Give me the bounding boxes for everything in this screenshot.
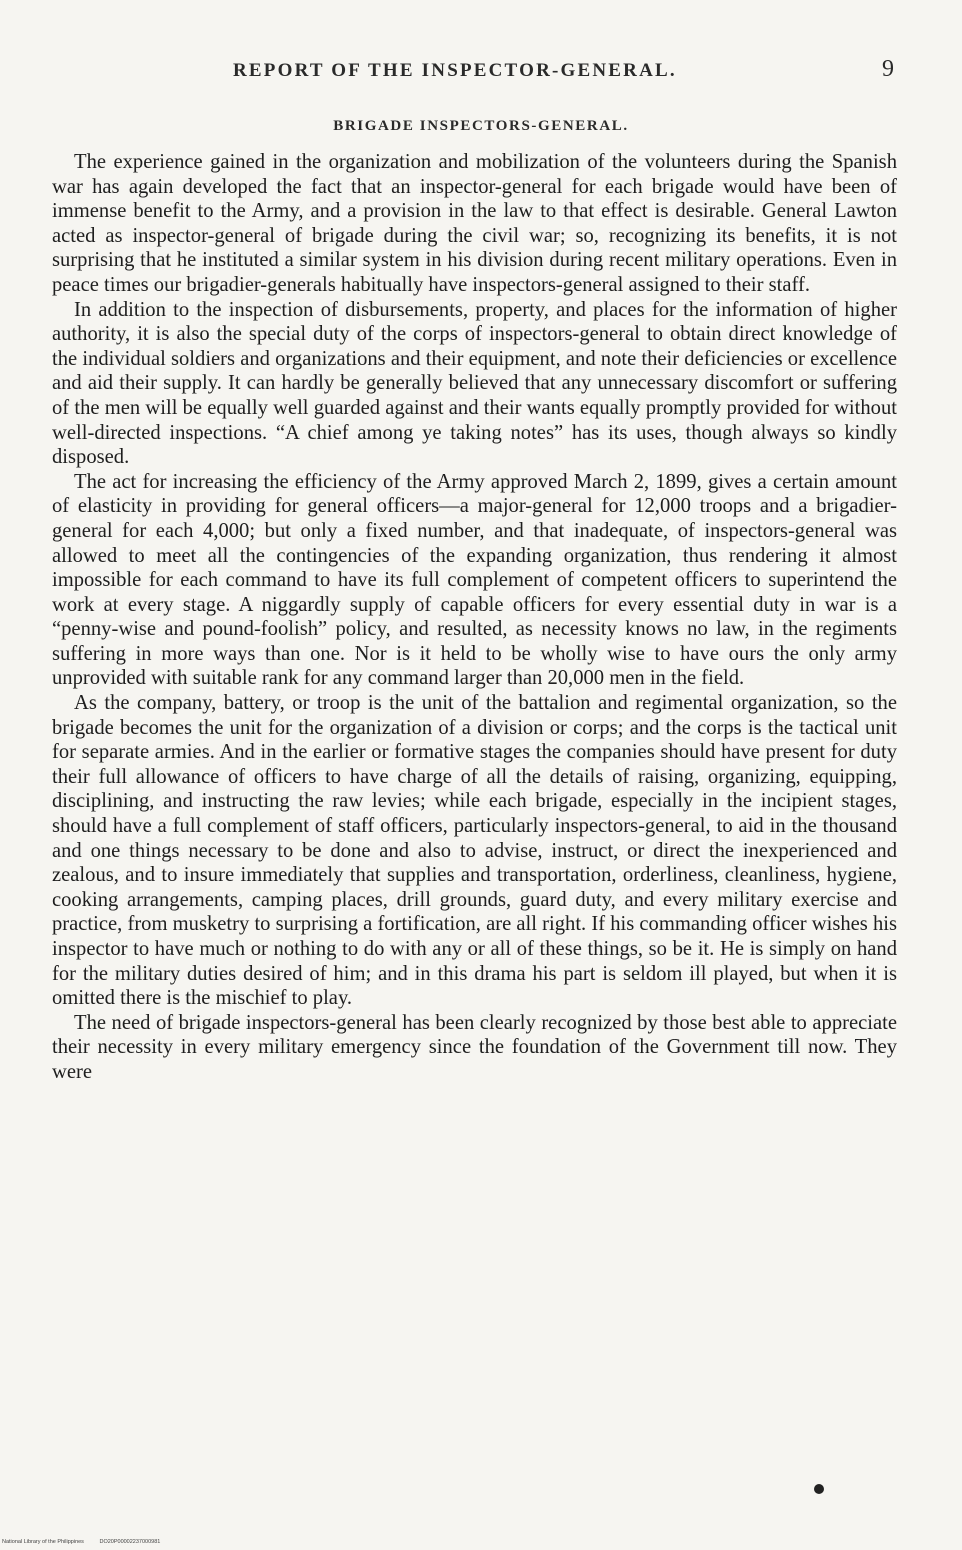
footer-code: DO20P00002237000981 bbox=[99, 1539, 161, 1545]
footer-library: National Library of the Philippines bbox=[2, 1539, 84, 1545]
running-head bbox=[0, 56, 962, 86]
scan-footer-stamp bbox=[2, 1539, 160, 1545]
page-number: 9 bbox=[882, 56, 894, 82]
running-title: REPORT OF THE INSPECTOR-GENERAL. bbox=[233, 60, 677, 81]
printer-mark-dot bbox=[814, 1484, 824, 1494]
paragraph: The need of brigade inspectors-general has been clearly recognized by those best able to appreciate their necessity in every military emergency since the foundation of the Government till now. They were bbox=[52, 1011, 897, 1083]
section-heading: BRIGADE INSPECTORS-GENERAL. bbox=[333, 118, 629, 134]
paragraph: The act for increasing the efficiency of the Army approved March 2, 1899, gives a certain amount of elasticity in providing for general officers—a major-general for 12,000 troops and a brigadier-general for each 4,000; but only a fixed number, and that inadequate, of inspectors-general was allowed to meet all the contingencies of the expanding organization, thus rendering it almost impossible for each command to have its full complement of competent officers to superintend the work at every stage. A niggardly supply of capable officers for every essential duty in war is a “penny-wise and pound-foolish” policy, and resulted, as necessity knows no law, in the regiments suffering in more ways than one. Nor is it held to be wholly wise to have ours the only army unprovided with suitable rank for any command larger than 20,000 men in the field. bbox=[52, 470, 897, 690]
paragraph: The experience gained in the organization and mobilization of the volunteers during the Spanish war has again developed the fact that an inspector-general for each brigade would have been of immense benefit to the Army, and a provision in the law to that effect is desirable. General Lawton acted as inspector-general of brigade during the civil war; so, recognizing its benefits, it is not surprising that he instituted a similar system in his division during recent military operations. Even in peace times our brigadier-generals habitually have inspectors-general assigned to their staff. bbox=[52, 151, 897, 296]
paragraph: In addition to the inspection of disbursements, property, and places for the information of higher authority, it is also the special duty of the corps of inspectors-general to obtain direct knowledge of the individual soldiers and organizations and their equipment, and note their deficiencies or excellence and aid their supply. It can hardly be generally believed that any unnecessary discomfort or suffering of the men will be equally well guarded against and their wants equally promptly provided for without well-directed inspections. “A chief among ye taking notes” has its uses, though always so kindly disposed. bbox=[52, 298, 897, 469]
paragraph: As the company, battery, or troop is the unit of the battalion and regimental organization, so the brigade becomes the unit for the organization of a division or corps; and the corps is the tactical unit for separate armies. And in the earlier or formative stages the companies should have present for duty their full allowance of officers to have charge of all the details of raising, organizing, equipping, disciplining, and instructing the raw levies; while each brigade, especially in the incipient stages, should have a full complement of staff officers, particularly inspectors-general, to aid in the thousand and one things necessary to be done and also to advise, instruct, or direct the inexperienced and zealous, and to insure immediately that supplies and transportation, orderliness, cleanliness, hygiene, cooking arrangements, camping places, drill grounds, guard duty, and every military exercise and practice, from musketry to surprising a fortification, are all right. If his commanding officer wishes his inspector to have much or nothing to do with any or all of these things, so be it. He is simply on hand for the military duties desired of him; and in this drama his part is seldom ill played, but when it is omitted there is the mischief to play. bbox=[52, 692, 897, 1010]
body-text bbox=[52, 150, 897, 1085]
